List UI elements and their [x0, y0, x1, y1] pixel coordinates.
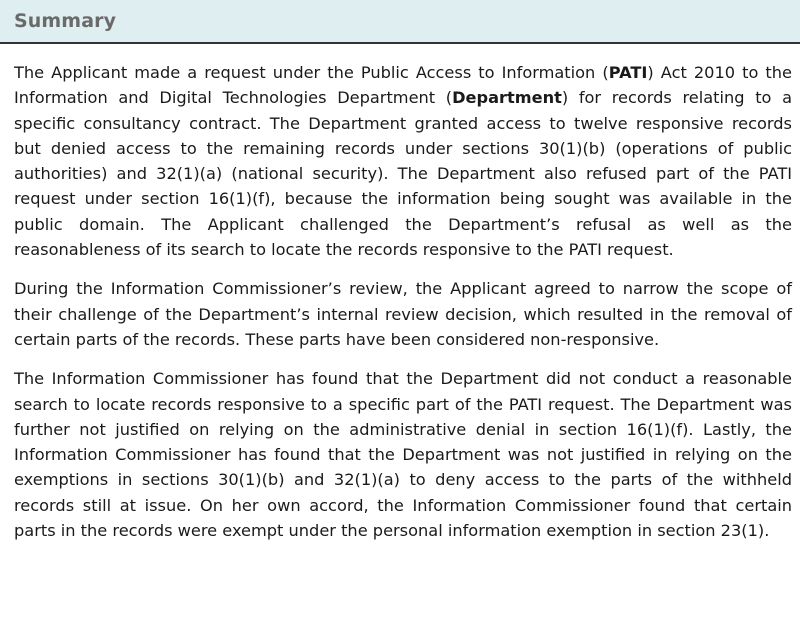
paragraph-1: [14, 60, 792, 262]
paragraph-text: ) Act 2010 to the Information and Digital Technologies Department (: [14, 63, 792, 108]
defined-term-department: Department: [452, 88, 562, 108]
defined-term-pati: PATI: [608, 63, 648, 82]
paragraph-text: During the Information Commissioner’s review, the Applicant agreed to narrow the scope of their challenge of the Department’s internal review decision, which resulted in the removal of certain parts of the records. These parts have been considered non-responsive.: [14, 279, 792, 349]
paragraph-text: ) for records relating to a specific consultancy contract. The Department granted access to twelve responsive records but denied access to the remaining records under sections 30(1)(b) (operations of public authorities) and 32(1)(a) (national security). The Department also refused part of the PATI request under section 16(1)(f), because the information being sought was available in the public domain. The Applicant challenged the Department’s refusal as well as the reasonableness of its search to locate the records responsive to the PATI request.: [14, 88, 793, 260]
summary-title: Summary: [14, 10, 117, 32]
paragraph-text: The Information Commissioner has found that the Department did not conduct a reasonable search to locate records responsive to a specific part of the PATI request. The Department was further not justified on relying on the administrative denial in section 16(1)(f). Lastly, the Information Commissioner has found that the Department was not justified in relying on the exemptions in sections 30(1)(b) and 32(1)(a) to deny access to the parts of the withheld records still at issue. On her own accord, the Information Commissioner found that certain parts in the records were exempt under the personal information exemption in section 23(1).: [14, 369, 792, 541]
paragraph-text: The Applicant made a request under the Public Access to Information (: [14, 63, 609, 82]
paragraph-3: [14, 366, 792, 543]
summary-body: [14, 60, 792, 557]
paragraph-2: [14, 276, 792, 352]
summary-header: [0, 0, 800, 44]
